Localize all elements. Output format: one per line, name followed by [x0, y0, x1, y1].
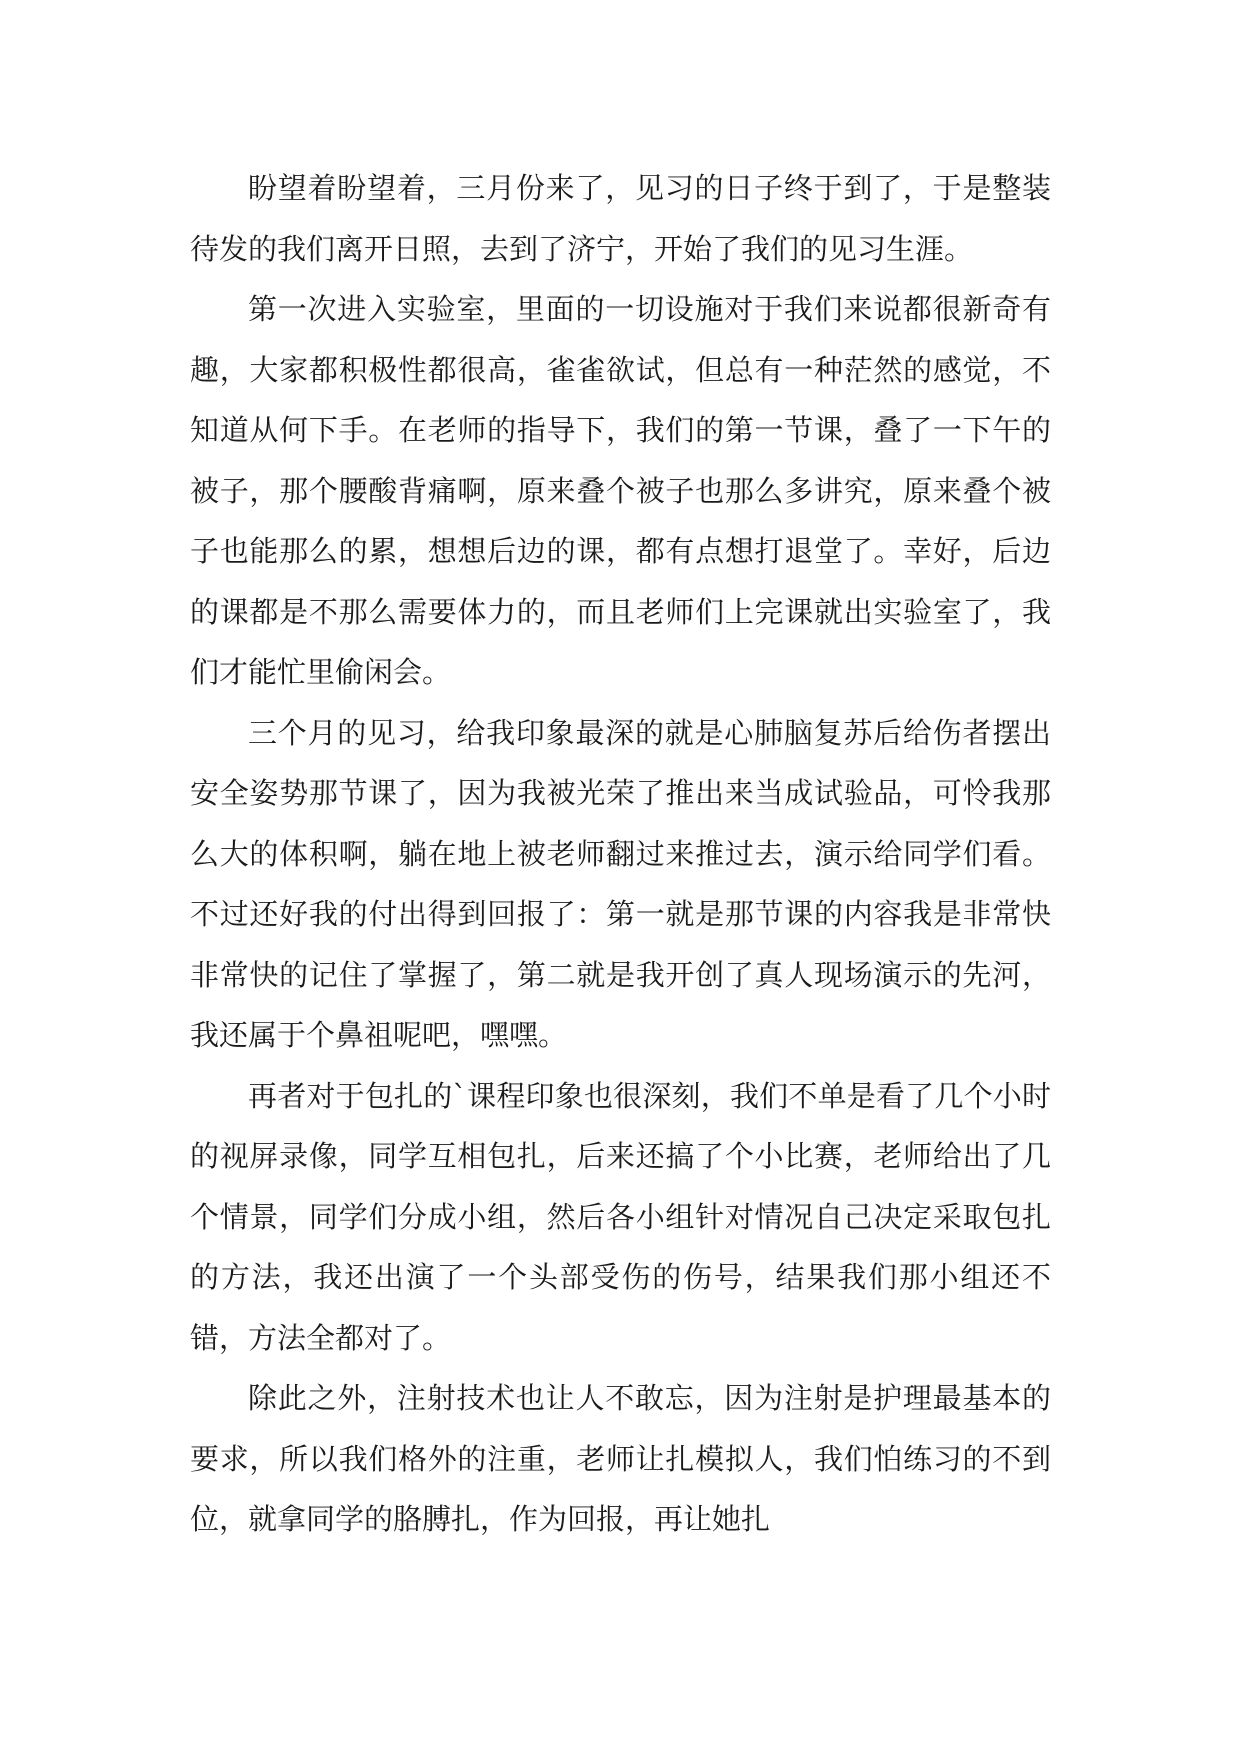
paragraph-5: 除此之外，注射技术也让人不敢忘，因为注射是护理最基本的要求，所以我们格外的注重，老师让扎模拟人，我们怕练习的不到位，就拿同学的胳膊扎，作为回报，再让她扎: [190, 1381, 1051, 1536]
paragraph-2: 第一次进入实验室，里面的一切设施对于我们来说都很新奇有趣，大家都积极性都很高，雀雀欲试，但总有一种茫然的感觉，不知道从何下手。在老师的指导下，我们的第一节课，叠了一下午的被子，那个腰酸背痛啊，原来叠个被子也那么多讲究，原来叠个被子也能那么的累，想想后边的课，都有点想打退堂了。幸好，后边的课都是不那么需要体力的，而且老师们上完课就出实验室了，我们才能忙里偷闲会。: [190, 292, 1051, 689]
paragraph-1: 盼望着盼望着，三月份来了，见习的日子终于到了，于是整装待发的我们离开日照，去到了济宁，开始了我们的见习生涯。: [190, 171, 1051, 266]
paragraph-3: 三个月的见习，给我印象最深的就是心肺脑复苏后给伤者摆出安全姿势那节课了，因为我被光荣了推出来当成试验品，可怜我那么大的体积啊，躺在地上被老师翻过来推过去，演示给同学们看。不过还好我的付出得到回报了：第一就是那节课的内容我是非常快非常快的记住了掌握了，第二就是我开创了真人现场演示的先河，我还属于个鼻祖呢吧，嘿嘿。: [190, 715, 1051, 1052]
paragraph-4: 再者对于包扎的`课程印象也很深刻，我们不单是看了几个小时的视屏录像，同学互相包扎，后来还搞了个小比赛，老师给出了几个情景，同学们分成小组，然后各小组针对情况自己决定采取包扎的方法，我还出演了一个头部受伤的伤号，结果我们那小组还不错，方法全都对了。: [190, 1078, 1051, 1355]
document-page: [190, 158, 1051, 1550]
